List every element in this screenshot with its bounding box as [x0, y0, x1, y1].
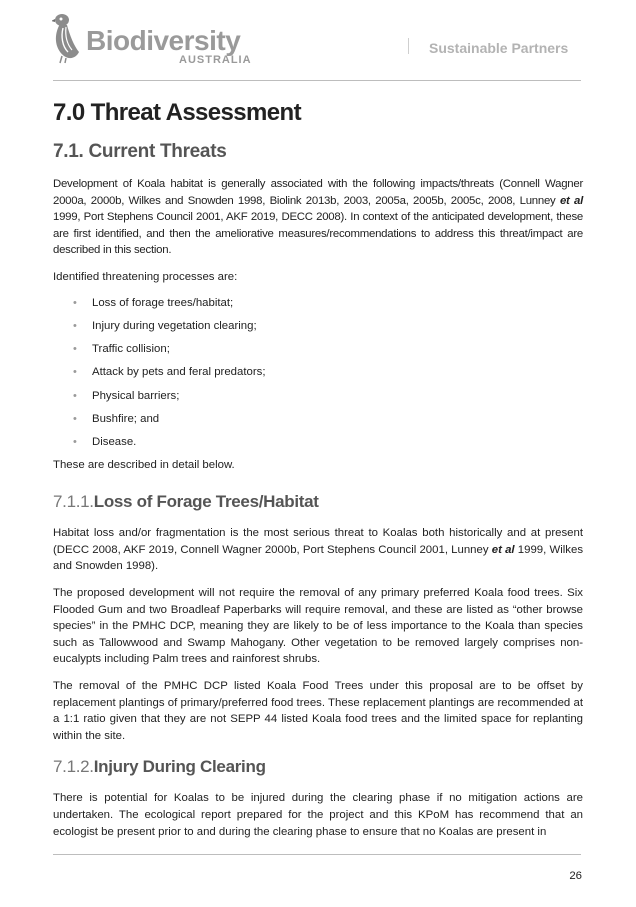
list-item: • Disease.: [53, 431, 583, 454]
section-title: [53, 98, 583, 128]
list-item: • Traffic collision;: [53, 338, 583, 361]
threats-list-intro: Identified threatening processes are:: [53, 270, 238, 283]
section-number: 7.0: [53, 99, 85, 126]
loss-of-forage-para-2: The proposed development will not require the removal of any primary preferred Koala food trees. Six Flooded Gum and two Broadleaf Paperbarks will require removal, and these are listed as “other browse species” in the PMHC DCP, meaning they are likely to be of less importance to the Koala than species such as Tallowwood and Swamp Mahogany. Other vegetation to be removed largely comprises non-eucalypts including Palm trees and rainforest shrubs.: [53, 587, 583, 666]
current-threats-intro: Development of Koala habitat is generally associated with the following impacts/threats (Connell Wagner 2000a, 2000b, Wilkes and Snowden 1998, Biolink 2013b, 2003, 2005a, 2005b, 2005c, 2008, Lunney et al 1999, Port Stephens Council 2001, AKF 2019, DECC 2008). In context of the anticipated development, these are first identified, and then the ameliorative measures/recommendations to address this threat/impact are described in this section.: [53, 178, 583, 257]
list-item: • Physical barriers;: [53, 385, 583, 408]
injury-during-clearing-para-1: There is potential for Koalas to be injured during the clearing phase if no mitigation actions are undertaken. The ecological report prepared for the project and this KPoM has recommend that an ecologist be present prior to and during the clearing phase to ensure that no Koalas are present in: [53, 792, 583, 838]
header-rule: [53, 80, 581, 81]
subsection-title: Loss of Forage Trees/Habitat: [93, 492, 319, 512]
page-header: [0, 0, 636, 84]
threats-closing: These are described in detail below.: [53, 458, 235, 471]
bullet-icon: •: [73, 343, 77, 356]
bullet-icon: •: [73, 296, 77, 309]
page-content: [53, 98, 583, 840]
bullet-icon: •: [73, 389, 77, 402]
current-threats-heading: 7.1. Current Threats: [53, 141, 227, 162]
bullet-icon: •: [73, 413, 77, 426]
threats-list: [53, 292, 583, 455]
biodiversity-australia-logo: [52, 10, 252, 72]
bullet-icon: •: [73, 436, 77, 449]
loss-of-forage-para-3: The removal of the PMHC DCP listed Koala Food Trees under this proposal are to be offset by replacement plantings of primary/preferred food trees. These replacement plantings are recommended at a 1:1 ratio given that they are not SEPP 44 listed Koala food trees and the limited space for replanting within the site.: [53, 679, 583, 742]
logo-wordmark: Biodiversity: [86, 25, 241, 56]
footer-rule: [53, 854, 581, 855]
list-item: • Loss of forage trees/habitat;: [53, 292, 583, 315]
list-item: • Injury during vegetation clearing;: [53, 315, 583, 338]
subsection-number: 7.1.1.: [53, 492, 94, 512]
list-item: • Attack by pets and feral predators;: [53, 361, 583, 384]
logo-subtitle: AUSTRALIA: [179, 54, 252, 66]
header-partner-label: Sustainable Partners: [429, 40, 569, 56]
subsection-number: 7.1.2.: [53, 757, 94, 777]
header-divider: [408, 38, 409, 54]
bullet-icon: •: [73, 366, 77, 379]
loss-of-forage-heading: [53, 491, 583, 513]
subsection-title: Injury During Clearing: [93, 757, 266, 777]
injury-during-clearing-heading: [53, 756, 583, 778]
loss-of-forage-para-1: Habitat loss and/or fragmentation is the most serious threat to Koalas both historically and at present (DECC 2008, AKF 2019, Connell Wagner 2000b, Port Stephens Council 2001, Lunney et al 1999, Wilkes and Snowden 1998).: [53, 527, 584, 573]
lyrebird-logo-icon: [52, 12, 88, 64]
list-item: • Bushfire; and: [53, 408, 583, 431]
page-number: 26: [569, 870, 582, 882]
section-title-text: Threat Assessment: [90, 99, 301, 126]
bullet-icon: •: [73, 319, 77, 332]
